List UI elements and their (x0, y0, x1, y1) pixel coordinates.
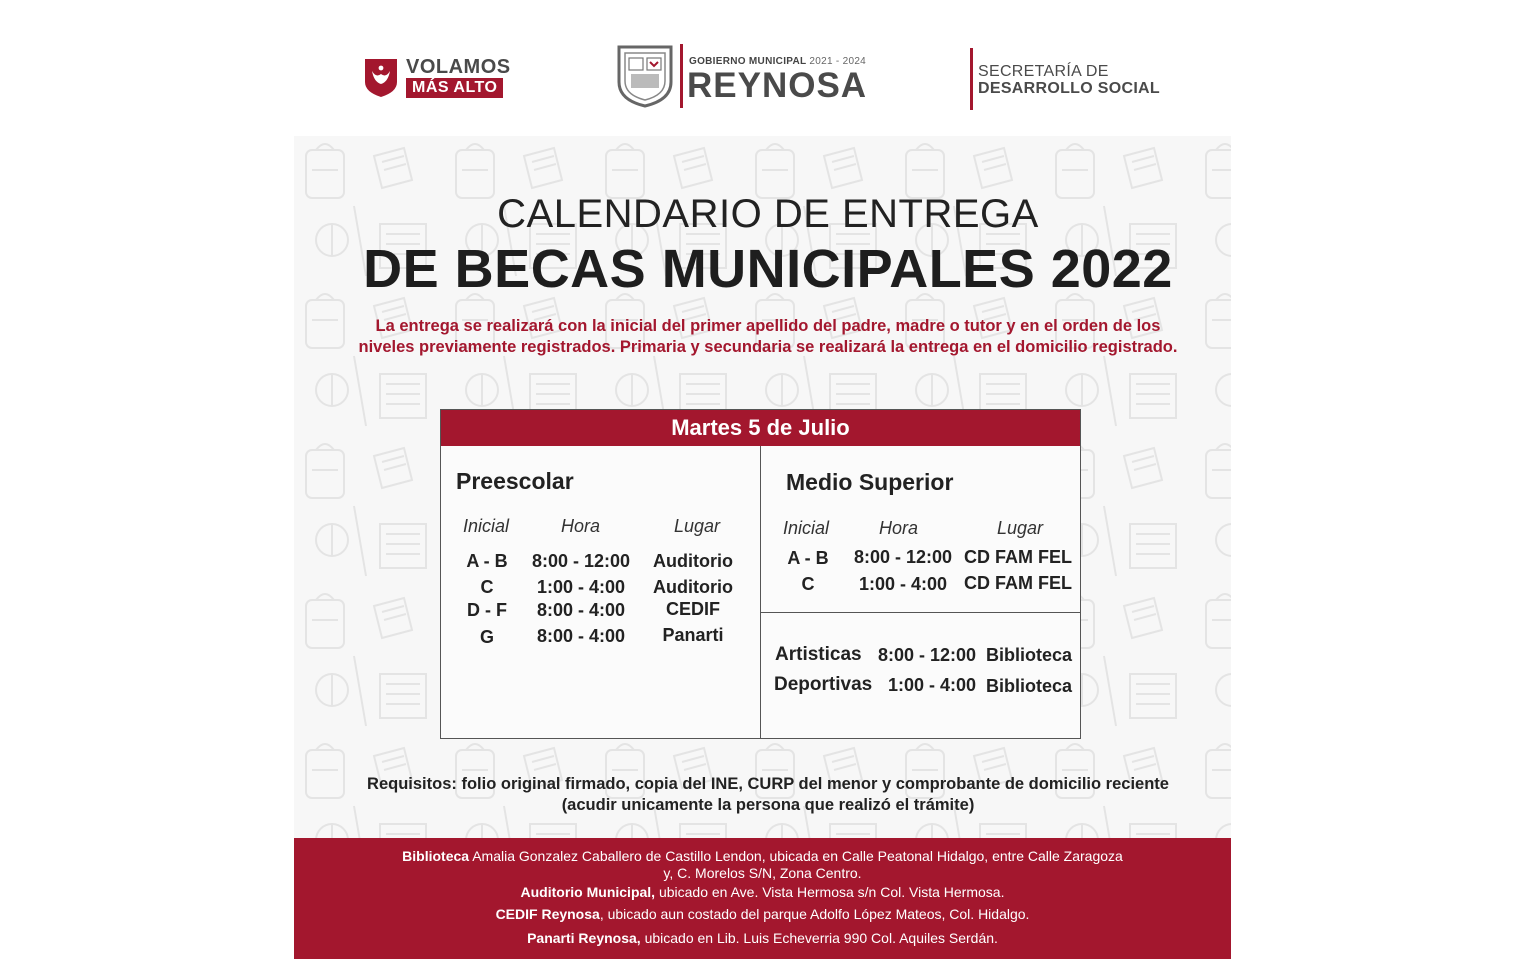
reynosa-subtitle: GOBIERNO MUNICIPAL 2021 - 2024 (689, 56, 867, 67)
otros-lugar-artisticas: Biblioteca (985, 645, 1073, 665)
medio-header-inicial: Inicial (783, 518, 830, 538)
table-row-hora: 1:00 - 4:00 (536, 577, 626, 597)
table-row-hora: 8:00 - 12:00 (531, 551, 631, 571)
otros-tipo-artisticas: Artisticas (775, 644, 862, 665)
reynosa-title: REYNOSA (687, 66, 868, 105)
table-row-lugar: CEDIF (666, 599, 720, 619)
table-row-lugar: CD FAM FEL (964, 573, 1072, 593)
table-row-inicial: D - F (467, 600, 507, 620)
footer-biblioteca (294, 848, 1231, 864)
volamos-bottom-text: MÁS ALTO (406, 78, 503, 98)
requisitos-line1 (0, 774, 1536, 795)
table-row-inicial: G (479, 627, 494, 647)
title-line2: DE BECAS MUNICIPALES 2022 (363, 239, 1173, 299)
reynosa-divider (680, 44, 683, 108)
footer-cedif-address: , ubicado aun costado del parque Adolfo López Mateos, Col. Hidalgo. (599, 906, 1030, 922)
medio-header-hora: Hora (879, 518, 919, 538)
intro-line1: La entrega se realizará con la inicial del primer apellido del padre, madre o tutor y en el orden de los (375, 317, 1161, 335)
schedule-table (440, 409, 1081, 739)
table-row-inicial: C (801, 574, 815, 594)
reynosa-years: 2021 - 2024 (809, 56, 867, 67)
footer-auditorio-address: ubicado en Ave. Vista Hermosa s/n Col. Vista Hermosa. (658, 884, 1005, 900)
intro-line2: niveles previamente registrados. Primaria y secundaria se realizará la entrega en el domicilio registrado. (358, 338, 1178, 356)
footer-biblioteca-name: Biblioteca (402, 848, 470, 864)
table-row-lugar: Panarti (662, 625, 724, 645)
footer-auditorio (294, 884, 1231, 900)
preescolar-header-inicial: Inicial (463, 516, 510, 536)
table-row-hora: 8:00 - 12:00 (853, 547, 953, 567)
footer-panarti-address: ubicado en Lib. Luis Echeverria 990 Col. Aquiles Serdán. (644, 930, 998, 946)
preescolar-header-lugar: Lugar (674, 516, 721, 536)
secretaria-divider (970, 48, 973, 110)
requisitos-label: Requisitos: (367, 775, 457, 793)
otros-tipo-deportivas: Deportivas (774, 674, 873, 695)
footer-biblioteca-address: Amalia Gonzalez Caballero de Castillo Lendon, ubicada en Calle Peatonal Hidalgo, entre Calle Zaragoza (472, 848, 1123, 864)
reynosa-seal-icon (616, 44, 674, 108)
secretaria-line2: DESARROLLO SOCIAL (978, 80, 1160, 97)
title-line1: CALENDARIO DE ENTREGA (497, 192, 1039, 236)
requisitos-text (0, 774, 1536, 816)
requisitos-line2: (acudir unicamente la persona que realizó el trámite) (561, 796, 975, 814)
row-divider (761, 612, 1080, 613)
intro-text (0, 316, 1536, 358)
otros-lugar-deportivas: Biblioteca (985, 676, 1073, 696)
secretaria-line1: SECRETARÍA DE (978, 63, 1109, 80)
schedule-date-header: Martes 5 de Julio (441, 410, 1080, 446)
preescolar-header-hora: Hora (561, 516, 601, 536)
table-row-inicial: C (480, 577, 494, 597)
medio-header-lugar: Lugar (997, 518, 1044, 538)
table-row-inicial: A - B (787, 548, 829, 568)
table-row-inicial: A - B (466, 551, 508, 571)
table-row-hora: 1:00 - 4:00 (858, 574, 948, 594)
table-row-hora: 8:00 - 4:00 (536, 600, 626, 620)
medio-superior-title: Medio Superior (786, 469, 954, 495)
footer-cedif (294, 906, 1231, 922)
otros-hora-artisticas: 8:00 - 12:00 (877, 645, 977, 665)
table-row-lugar: Auditorio (653, 551, 733, 571)
volamos-top-text: VOLAMOS (406, 56, 511, 78)
volamos-shield-icon (364, 56, 398, 98)
locations-footer (294, 838, 1231, 959)
footer-panarti (294, 930, 1231, 946)
table-row-lugar: Auditorio (653, 577, 733, 597)
footer-auditorio-name: Auditorio Municipal, (520, 884, 656, 900)
footer-cedif-name: CEDIF Reynosa (495, 906, 600, 922)
footer-biblioteca-address2: y, C. Morelos S/N, Zona Centro. (663, 865, 862, 881)
table-row-lugar: CD FAM FEL (964, 547, 1072, 567)
otros-hora-deportivas: 1:00 - 4:00 (887, 675, 977, 695)
requisitos-body: folio original firmado, copia del INE, CURP del menor y comprobante de domicilio reciente (461, 775, 1169, 793)
table-row-hora: 8:00 - 4:00 (536, 626, 626, 646)
column-divider (760, 446, 761, 739)
preescolar-title: Preescolar (456, 468, 574, 494)
footer-panarti-name: Panarti Reynosa, (527, 930, 641, 946)
